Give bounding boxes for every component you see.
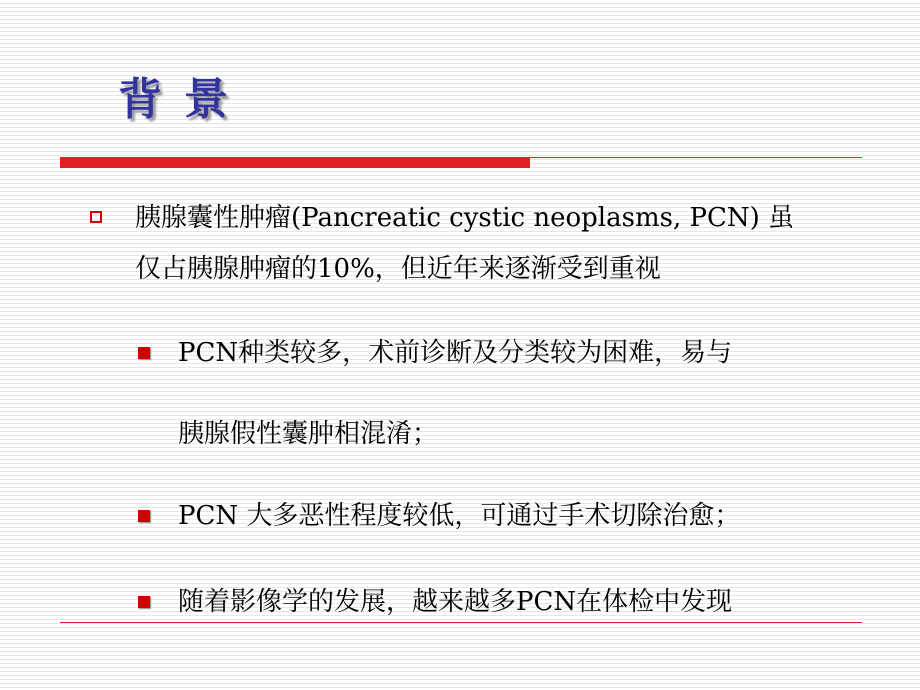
filled-square-bullet-icon <box>138 596 150 608</box>
filled-square-bullet-icon <box>138 347 150 359</box>
sub-point-3: 随着影像学的发展，越来越多PCN在体检中发现 <box>178 587 733 617</box>
sub-point-1-line-2: 胰腺假性囊肿相混淆； <box>178 419 439 449</box>
hollow-square-bullet-icon <box>90 211 102 223</box>
main-point-line-2: 仅占胰腺肿瘤的10%，但近年来逐渐受到重视 <box>135 254 661 284</box>
main-point-line-1: 胰腺囊性肿瘤(Pancreatic cystic neoplasms, PCN) 虽 <box>135 203 795 233</box>
footer-rule <box>60 622 862 623</box>
sub-point-1-line-1: PCN种类较多，术前诊断及分类较为困难，易与 <box>178 338 733 368</box>
slide-title: 背景 <box>118 74 250 125</box>
title-underline-thick <box>60 158 530 168</box>
filled-square-bullet-icon <box>138 510 150 522</box>
sub-point-2: PCN 大多恶性程度较低，可通过手术切除治愈； <box>178 501 741 531</box>
